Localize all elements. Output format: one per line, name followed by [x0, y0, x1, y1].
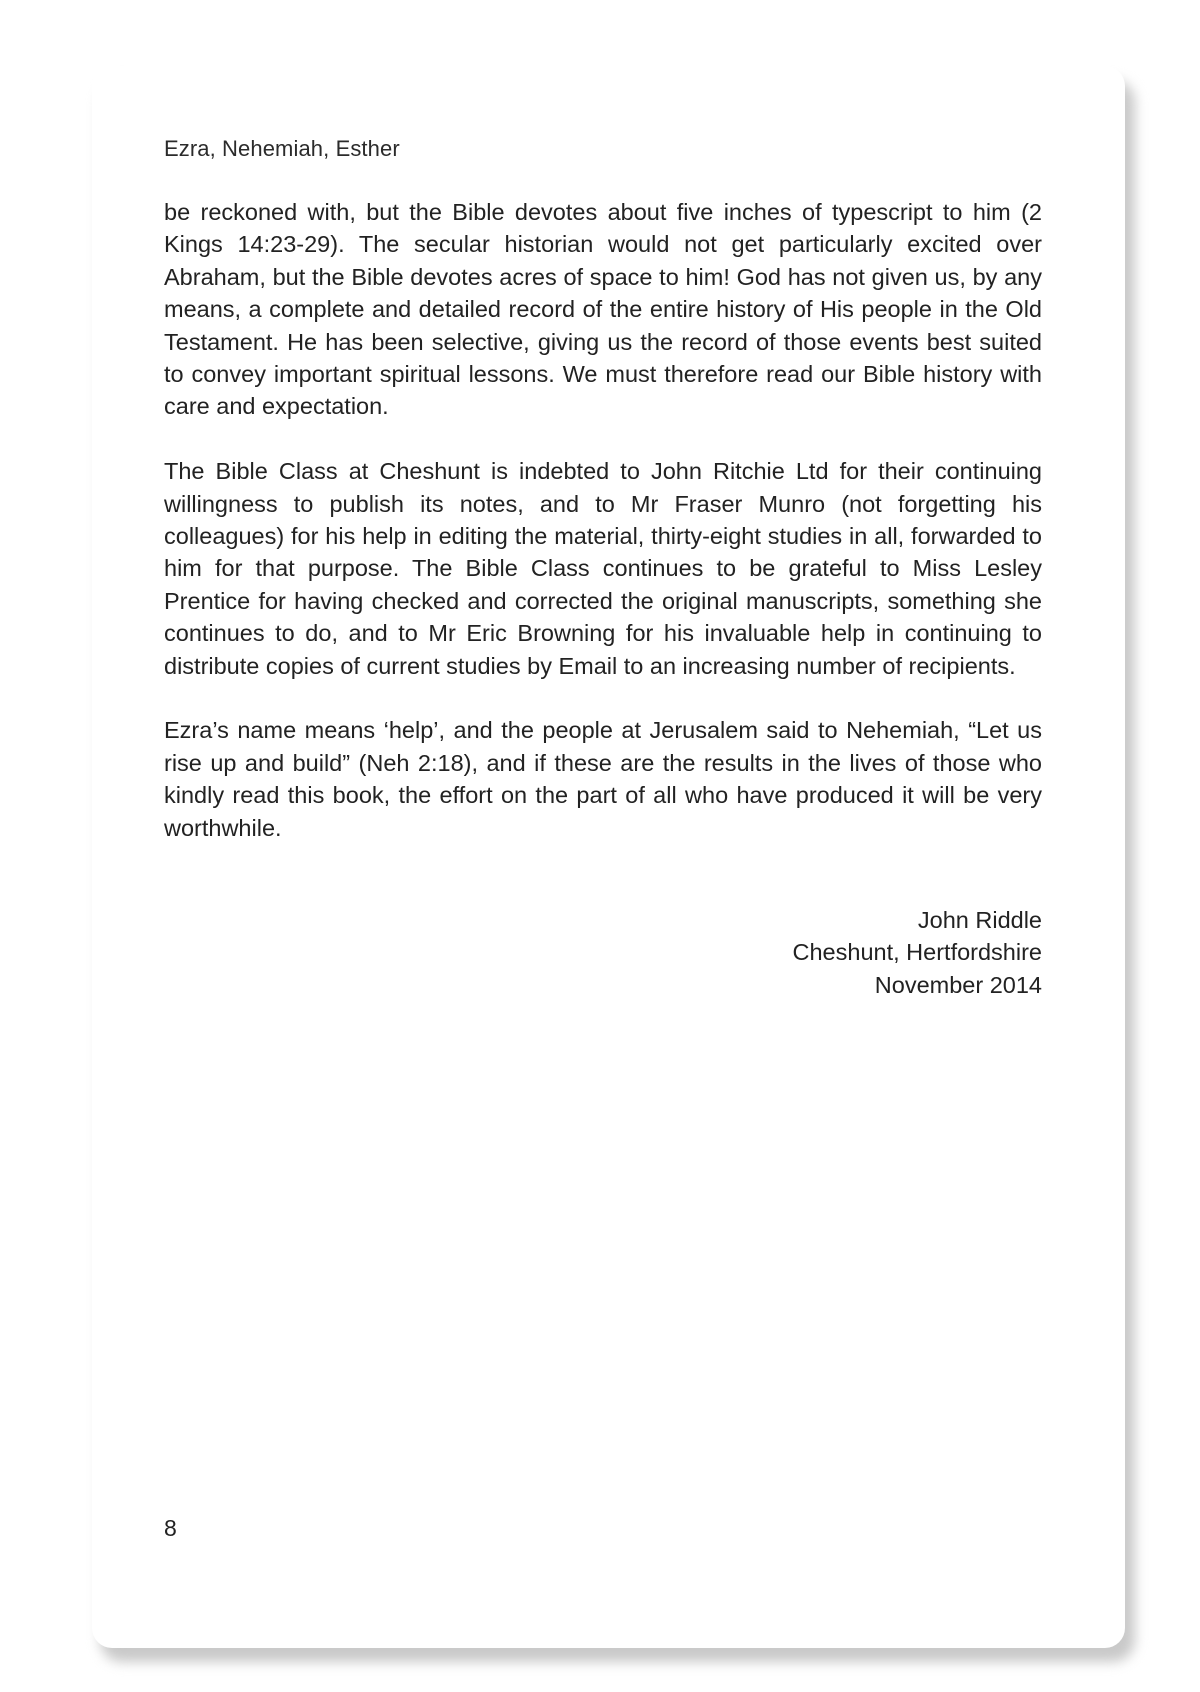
signature-block: [164, 904, 1042, 1001]
paragraph-acknowledgements: The Bible Class at Cheshunt is indebted to John Ritchie Ltd for their continuing willingness to publish its notes, and to Mr Fraser Munro (not forgetting his colleagues) for his help in editing the material, thirty-eight studies in all, forwarded to him for that purpose. The Bible Class continues to be grateful to Miss Lesley Prentice for having checked and corrected the original manuscripts, something she continues to do, and to Mr Eric Browning for his invaluable help in continuing to distribute copies of current studies by Email to an increasing number of recipients.: [164, 458, 1042, 679]
paragraph-closing: Ezra’s name means ‘help’, and the people at Jerusalem said to Nehemiah, “Let us rise up and build” (Neh 2:18), and if these are the results in the lives of those who kindly read this book, the effort on the part of all who have produced it will be very worthwhile.: [164, 717, 1042, 841]
signature-name: John Riddle: [917, 907, 1042, 933]
body-text: [164, 196, 1042, 876]
signature-place: Cheshunt, Hertfordshire: [792, 939, 1042, 966]
signature-date: November 2014: [874, 971, 1042, 998]
page-number: 8: [164, 1515, 177, 1541]
running-head: Ezra, Nehemiah, Esther: [164, 136, 400, 161]
paragraph-continuation: be reckoned with, but the Bible devotes about five inches of typescript to him (2 Kings 14:23-29). The secular historian would not get particularly excited over Abraham, but the Bible devotes acres of space to him! God has not given us, by any means, a complete and detailed record of the entire history of His people in the Old Testament. He has been selective, giving us the record of those events best suited to convey important spiritual lessons. We must therefore read our Bible history with care and expectation.: [164, 199, 1042, 420]
